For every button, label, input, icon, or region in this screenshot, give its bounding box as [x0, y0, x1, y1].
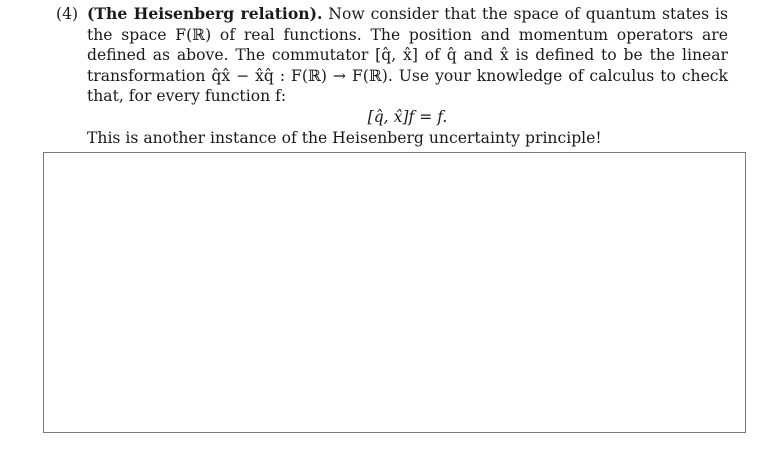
problem-statement: [56, 4, 728, 148]
problem-number: (4): [56, 5, 79, 23]
problem-paragraph: [87, 4, 728, 107]
closing-remark: This is another instance of the Heisenberg uncertainty principle!: [87, 128, 602, 147]
problem-body-text: Now consider that the space of quantum states is the space F(ℝ) of real functions. The position and momentum operators are defined as above. The commutator [q̂, x̂] of q̂ and x̂ is defined to be the linear transformation q̂x̂ − x̂q̂ : F(ℝ) → F(ℝ). Use your knowledge of calculus to check that, for every function f:: [87, 5, 729, 106]
answer-box[interactable]: [43, 152, 746, 433]
commutator-formula: [q̂, x̂]f = f.: [367, 107, 448, 126]
problem-title: (The Heisenberg relation).: [87, 4, 323, 23]
